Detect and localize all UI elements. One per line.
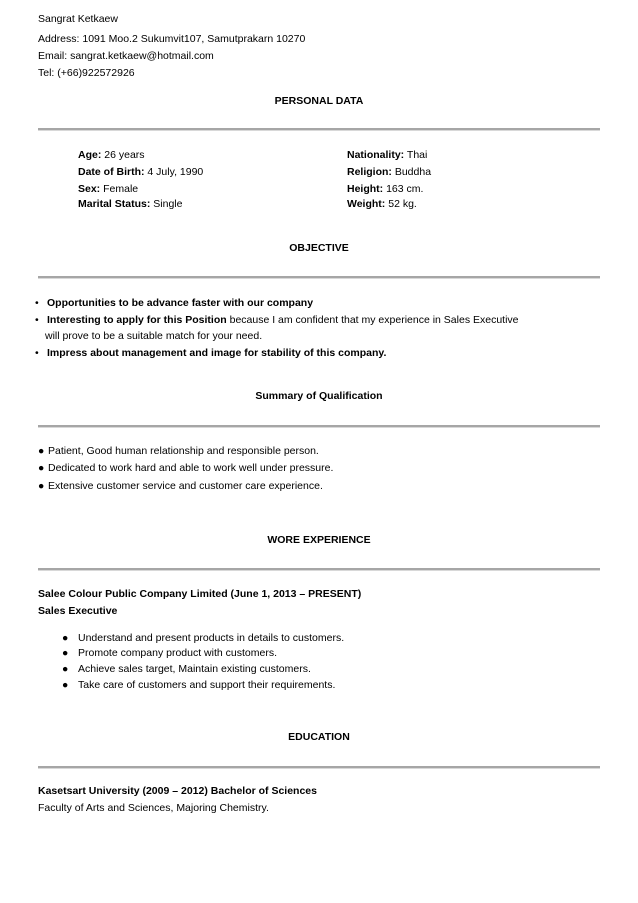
job-position: Sales Executive <box>38 605 118 617</box>
address: Address: 1091 Moo.2 Sukumvit107, Samutprakarn 10270 <box>38 33 306 45</box>
personal-data-heading: PERSONAL DATA <box>274 95 364 107</box>
bullet-icon: ● <box>38 462 45 474</box>
age: Age: 26 years <box>78 149 145 161</box>
qualification-heading: Summary of Qualification <box>255 390 383 402</box>
divider <box>38 766 600 769</box>
bullet-icon: • <box>35 297 39 309</box>
experience-heading: WORE EXPERIENCE <box>267 534 371 546</box>
height: Height: 163 cm. <box>347 183 424 195</box>
email: Email: sangrat.ketkaew@hotmail.com <box>38 50 214 62</box>
bullet-icon: ● <box>62 663 69 675</box>
qualification-item: ● Extensive customer service and customer care experience. <box>38 480 323 492</box>
experience-item: ● Achieve sales target, Maintain existing customers. <box>62 663 311 675</box>
divider <box>38 128 600 131</box>
company-name: Salee Colour Public Company Limited (June 1, 2013 – PRESENT) <box>38 588 362 600</box>
objective-item-continuation: will prove to be a suitable match for your need. <box>45 330 263 342</box>
experience-item: ● Promote company product with customers. <box>62 647 277 659</box>
divider <box>38 568 600 571</box>
telephone: Tel: (+66)922572926 <box>38 67 135 79</box>
bullet-icon: ● <box>38 445 45 457</box>
bullet-icon: ● <box>62 647 69 659</box>
bullet-icon: • <box>35 347 39 359</box>
objective-item: • Impress about management and image for stability of this company. <box>35 347 387 359</box>
objective-item: • Opportunities to be advance faster with our company <box>35 297 314 309</box>
qualification-item: ● Patient, Good human relationship and responsible person. <box>38 445 319 457</box>
bullet-icon: ● <box>38 480 45 492</box>
bullet-icon: ● <box>62 632 69 644</box>
date-of-birth: Date of Birth: 4 July, 1990 <box>78 166 204 178</box>
experience-item: ● Understand and present products in details to customers. <box>62 632 345 644</box>
education-heading: EDUCATION <box>288 731 350 743</box>
weight: Weight: 52 kg. <box>347 198 417 210</box>
sex: Sex: Female <box>78 183 139 195</box>
nationality: Nationality: Thai <box>347 149 428 161</box>
faculty: Faculty of Arts and Sciences, Majoring Chemistry. <box>38 802 269 814</box>
qualification-item: ● Dedicated to work hard and able to work well under pressure. <box>38 462 334 474</box>
school: Kasetsart University (2009 – 2012) Bachelor of Sciences <box>38 785 317 797</box>
objective-heading: OBJECTIVE <box>289 242 349 254</box>
divider <box>38 425 600 428</box>
divider <box>38 276 600 279</box>
religion: Religion: Buddha <box>347 166 432 178</box>
objective-item: • Interesting to apply for this Position because I am confident that my experience in Sales Executive <box>35 314 519 326</box>
bullet-icon: • <box>35 314 39 326</box>
applicant-name: Sangrat Ketkaew <box>38 13 118 25</box>
bullet-icon: ● <box>62 679 69 691</box>
marital-status: Marital Status: Single <box>78 198 183 210</box>
experience-item: ● Take care of customers and support their requirements. <box>62 679 336 691</box>
